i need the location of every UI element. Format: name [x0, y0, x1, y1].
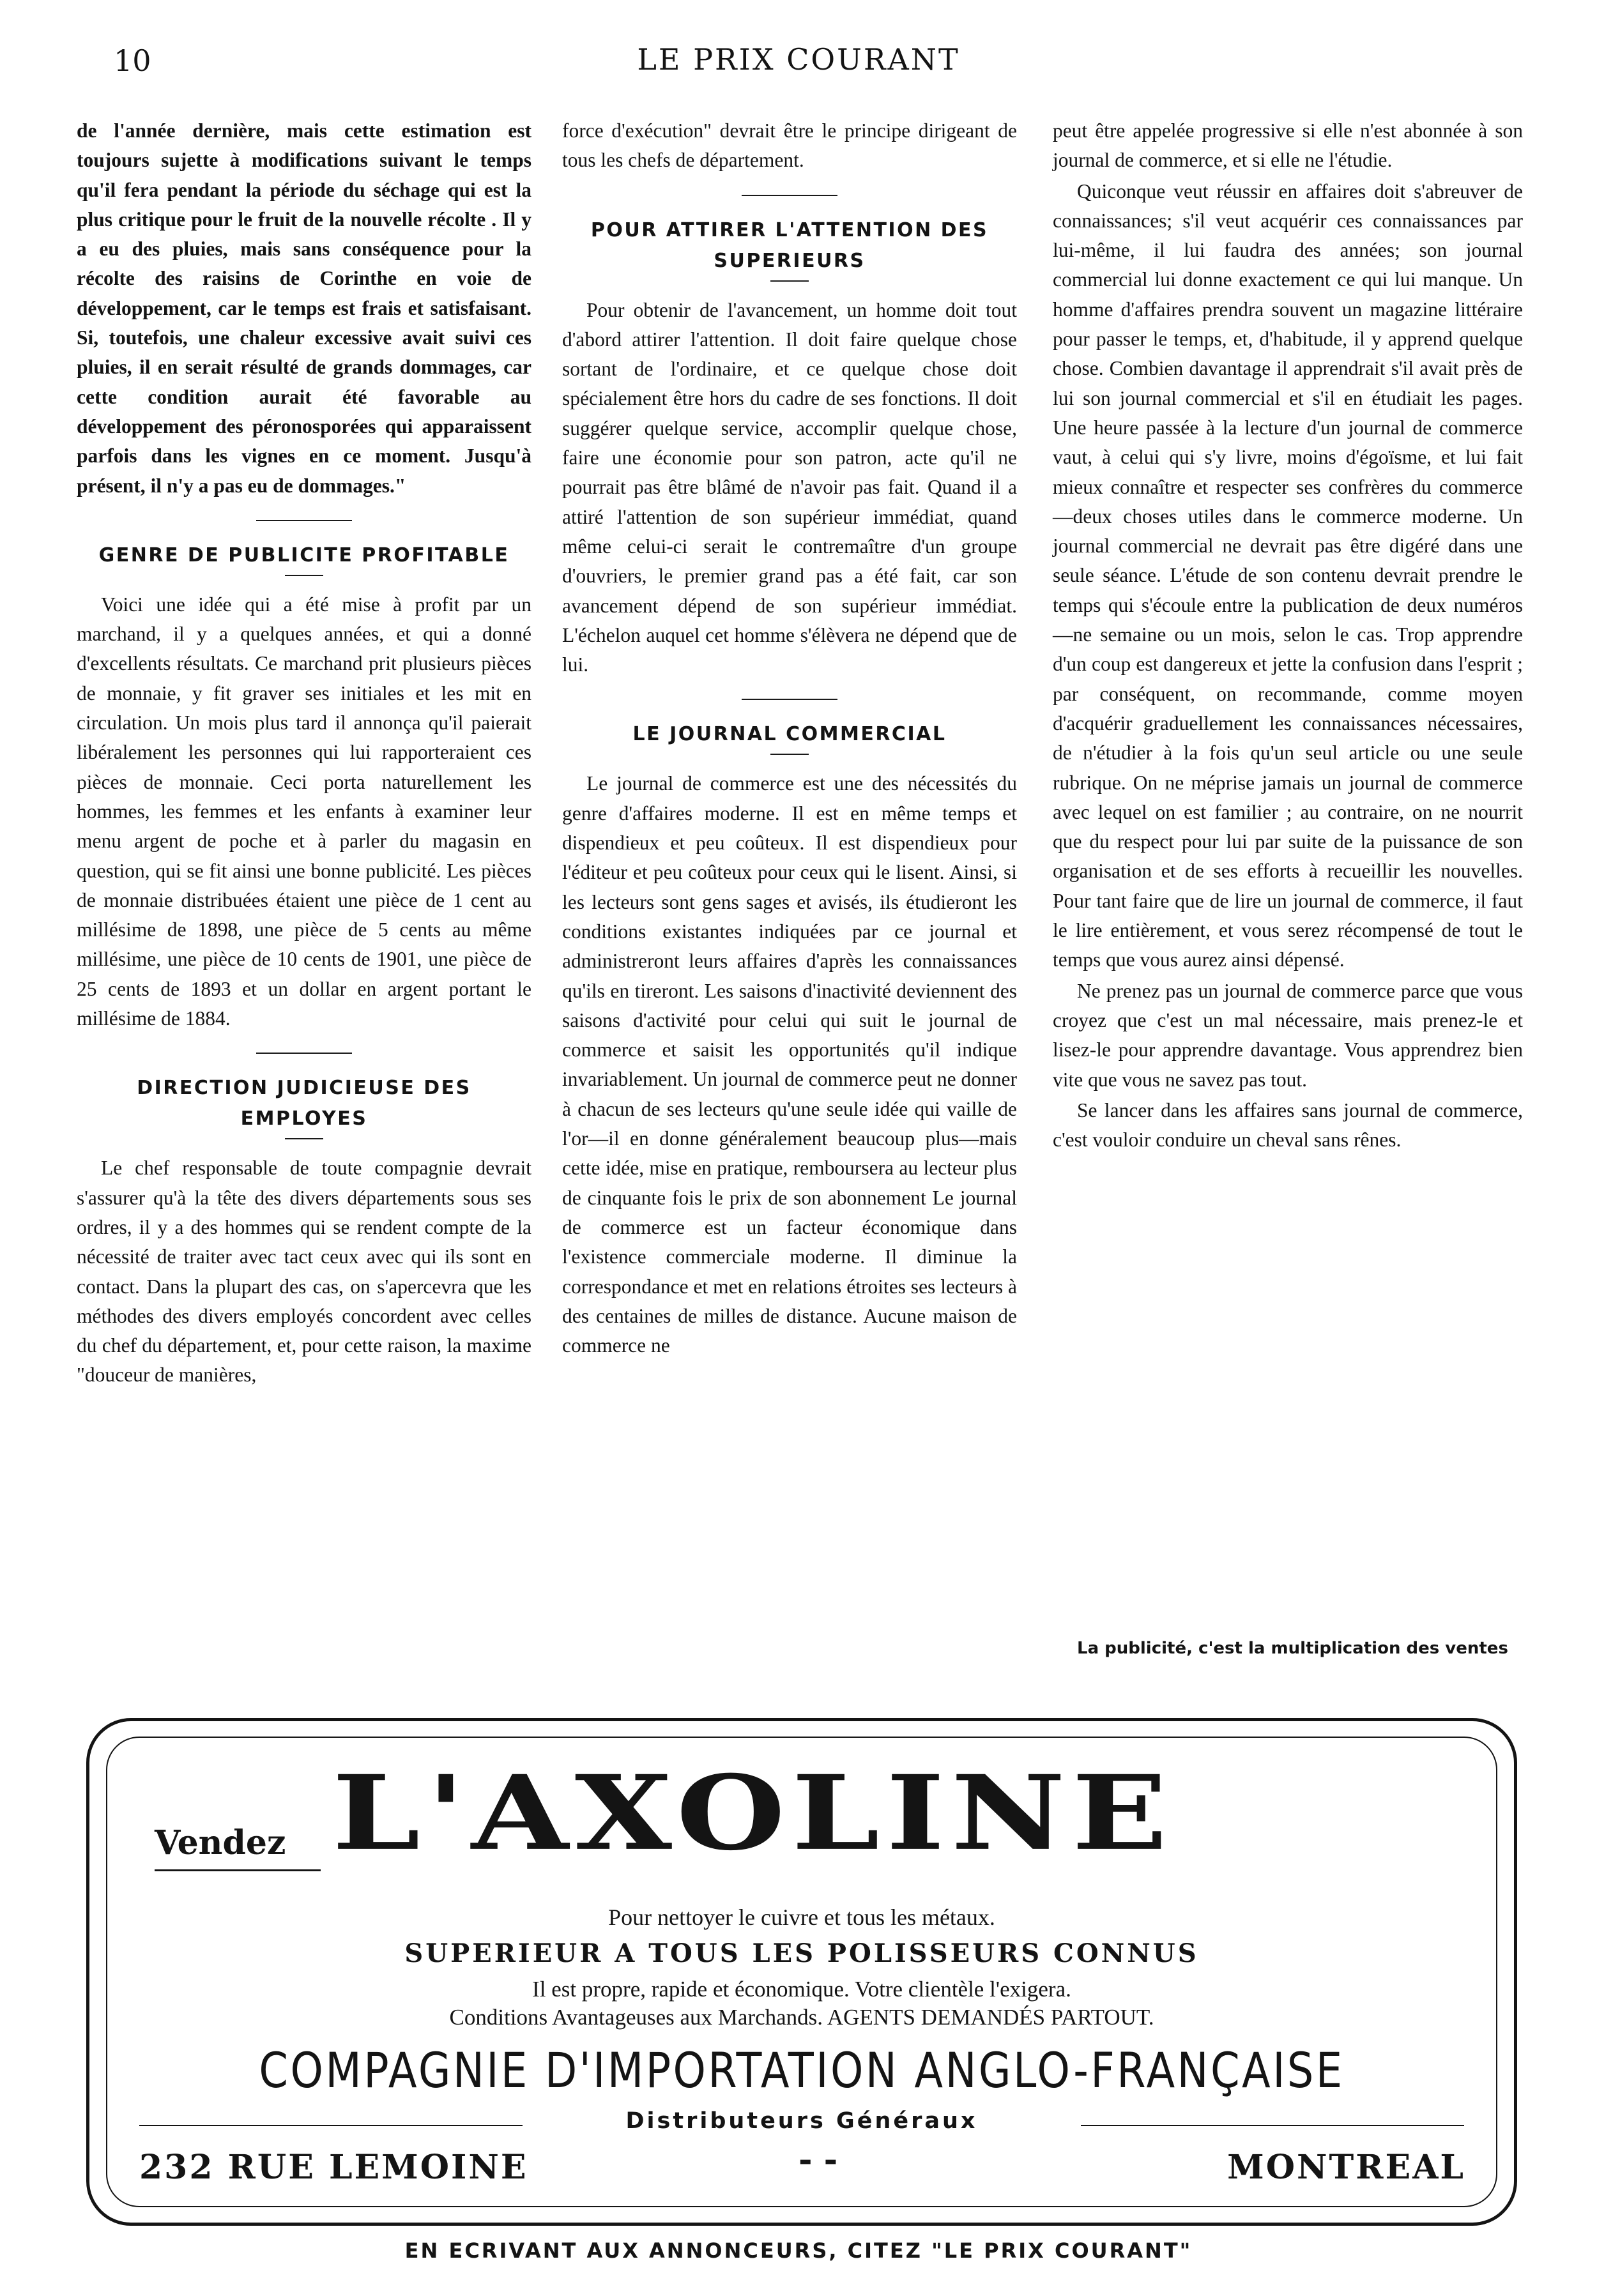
vendez-underline	[155, 1869, 321, 1871]
article-paragraph: Le chef responsable de toute compagnie devrait s'assurer qu'à la tête des divers départements sous ses ordres, il y a des hommes qui se rendent compte de la nécessité de traiter avec tact ceux avec qui ils sont en contact. Dans la plupart des cas, on s'apercevra que les méthodes des divers employés concordent avec celles du chef du département, et, pour cette raison, la maxime "douceur de manières,	[77, 1157, 531, 1387]
ad-address-separator: - -	[798, 2140, 838, 2179]
article-separator	[256, 1053, 352, 1054]
ad-line-purpose: Pour nettoyer le cuivre et tous les métaux.	[608, 1904, 995, 1930]
ad-vendez: Vendez	[155, 1823, 286, 1862]
page-number: 10	[114, 43, 151, 78]
article-paragraph: Voici une idée qui a été mise à profit par un marchand, il y a quelques années, et qui a donné d'excellents résultats. Ce marchand prit plusieurs pièces de monnaie, y fit graver ses initiales et les mit en circulation. Un mois plus tard il annonça qu'il paierait libéralement les personnes qui lui rapporteraient ces pièces de monnaie. Ceci porta naturellement les hommes, les femmes et les enfants à examiner leur menu argent de poche et à parler du magasin en question, qui se fit ainsi une bonne publicité. Les pièces de monnaie distribuées étaient une pièce de 1 cent au millésime de 1898, une pièce de 5 cents au même millésime, une pièce de 10 cents de 1901, une pièce de 25 cents de 1893 et un dollar en argent portant le millésime de 1884.	[77, 593, 531, 1030]
article-paragraph: Pour obtenir de l'avancement, un homme doit tout d'abord attirer l'attention. Il doit faire quelque chose sortant de l'ordinaire, et ce quelque chose doit spécialement être hors du cadre de ses fonctions. Il doit suggérer quelque service, accomplir quelque chose, faire une économie pour son patron, acte qu'il ne pourrait pas être blâmé de n'avoir pas fait. Quand il a attiré l'attention de son supérieur immédiat, quand même celui-ci serait le contremaître d'un groupe d'ouvriers, le premier grand pas a été fait, car son avancement dépend de son supérieur immédiat. L'échelon auquel cet homme s'élèvera ne dépend que de lui.	[562, 298, 1017, 676]
ad-line-superior: SUPERIEUR A TOUS LES POLISSEURS CONNUS	[404, 1938, 1199, 1968]
axoline-advertisement	[86, 1718, 1517, 2226]
article-separator	[742, 195, 837, 196]
article-separator	[742, 699, 837, 700]
ad-distributors: Distributeurs Généraux	[625, 2108, 978, 2134]
column-1	[77, 116, 531, 1392]
article-heading: LE JOURNAL COMMERCIAL	[632, 723, 947, 746]
publicity-note: La publicité, c'est la multiplication des ventes	[1077, 1639, 1508, 1658]
page-footer: EN ECRIVANT AUX ANNONCEURS, CITEZ "LE PRIX COURANT"	[404, 2239, 1193, 2263]
ad-company-name: COMPAGNIE D'IMPORTATION ANGLO-FRANÇAISE	[259, 2042, 1345, 2099]
article-paragraph: Quiconque veut réussir en affaires doit s'abreuver de connaissances; s'il veut acquérir ces connaissances par lui-même, il lui faudra des années; son journal commercial lui donne exactement ce qui lui manque. Un homme d'affaires prendra souvent un magazine littéraire pour passer le temps, et, d'habitude, il y apprend quelque chose. Combien davantage il apprendrait s'il avait près de lui son journal commercial et s'il en étudiait les pages. Une heure passée à la lecture d'un journal de commerce vaut, à celui qui s'y livre, moins d'égoïsme, et lui fait mieux connaître et respecter ses confrères du commerce—deux choses utiles dans le commerce moderne. Un journal commercial ne devrait pas être digéré dans une seule séance. L'étude de son contenu devrait prendre le temps qui s'écoule entre la publication de deux numéros—ne semaine ou un mois, selon le cas. Trop apprendre d'un coup est dangereux et jette la confusion dans l'esprit ; par conséquent, on recommande, comme moyen d'acquérir graduellement les connaissances nécessaires, de n'étudier à la fois qu'un seul article ou une seule rubrique. On ne méprise jamais un journal de commerce avec lequel on est familier ; au contraire, on ne nourrit que du respect pour lui par suite de la puissance de son organisation et de ses efforts à recueillir les nouvelles. Pour tant faire que de lire un journal de commerce, il faut le lire entièrement, et vous serez récompensé de tout le temps que vous aurez ainsi dépensé.	[1053, 179, 1523, 971]
ad-city: MONTREAL	[1227, 2148, 1465, 2187]
heading-rule	[770, 754, 809, 755]
ad-line-conditions: Conditions Avantageuses aux Marchands. AGENTS DEMANDÉS PARTOUT.	[449, 2005, 1154, 2030]
article-paragraph: Le journal de commerce est une des nécessités du genre d'affaires moderne. Il est en même temps et dispendieux et peu coûteux. Il est dispendieux pour l'éditeur et peu coûteux pour ceux qui le lisent. Ainsi, si les lecteurs sont gens sages et avisés, ils étudieront les conditions existantes indiquées par ce journal et administreront leurs affaires d'après les connaissances qu'ils en tireront. Les saisons d'inactivité deviennent des saisons d'activité pour celui qui suit le journal de commerce et saisit les opportunités qu'il indique invariablement. Un journal de commerce peut ne donner à chacun de ses lecteurs qu'une seule idée qui vaille de l'or—il en donne généralement beaucoup plus—mais cette idée, mise en pratique, remboursera au lecteur plus de cinquante fois le prix de son abonnement Le journal de commerce est un facteur économique dans l'existence commerciale moderne. Il diminue la correspondance et met en relations étroites ses lecteurs à des centaines de milles de distance. Aucune maison de commerce ne	[562, 772, 1017, 1357]
article-continuation: peut être appelée progressive si elle n'est abonnée à son journal de commerce, et si elle ne l'étudie.	[1053, 119, 1523, 172]
heading-rule	[770, 280, 809, 282]
column-2	[562, 116, 1017, 1362]
distributors-rule-right	[1081, 2125, 1464, 2126]
article-continuation: force d'exécution" devrait être le principe dirigeant de tous les chefs de département.	[562, 119, 1017, 172]
column-3	[1053, 116, 1523, 1156]
heading-rule	[285, 1138, 323, 1139]
article-continuation: de l'année dernière, mais cette estimation est toujours sujette à modifications suivant le temps qu'il fera pendant la période du séchage qui est la plus critique pour le fruit de la nouvelle récolte . Il y a eu des pluies, mais sans conséquence pour la récolte des raisins de Corinthe en voie de développement, car le temps est frais et satisfaisant. Si, toutefois, une chaleur excessive avait suivi ces pluies, il en serait résulté de grands dommages, car cette condition aurait été favorable au développement des péronosporées qui apparaissent parfois dans les vignes en ce moment. Jusqu'à présent, il n'y a pas eu de dommages."	[77, 119, 531, 497]
ad-line-qualities: Il est propre, rapide et économique. Votre clientèle l'exigera.	[532, 1977, 1071, 2002]
heading-rule	[285, 575, 323, 576]
article-heading: GENRE DE PUBLICITE PROFITABLE	[98, 544, 510, 566]
ad-address: 232 RUE LEMOINE	[139, 2148, 528, 2187]
article-separator	[256, 520, 352, 521]
article-paragraph: Ne prenez pas un journal de commerce parce que vous croyez que c'est un mal nécessaire, mais prenez-le et lisez-le pour apprendre davantage. Vous apprendrez bien vite que vous ne savez pas tout.	[1053, 979, 1523, 1091]
ad-brand-name: L'AXOLINE	[332, 1752, 1174, 1874]
article-heading: DIRECTION JUDICIEUSE DES EMPLOYES	[137, 1077, 471, 1130]
article-paragraph: Se lancer dans les affaires sans journal de commerce, c'est vouloir conduire un cheval sans rênes.	[1053, 1099, 1523, 1152]
ad-distributors-row	[139, 2108, 1464, 2140]
running-head: LE PRIX COURANT	[637, 42, 960, 77]
article-heading: POUR ATTIRER L'ATTENTION DES SUPERIEURS	[590, 218, 989, 272]
